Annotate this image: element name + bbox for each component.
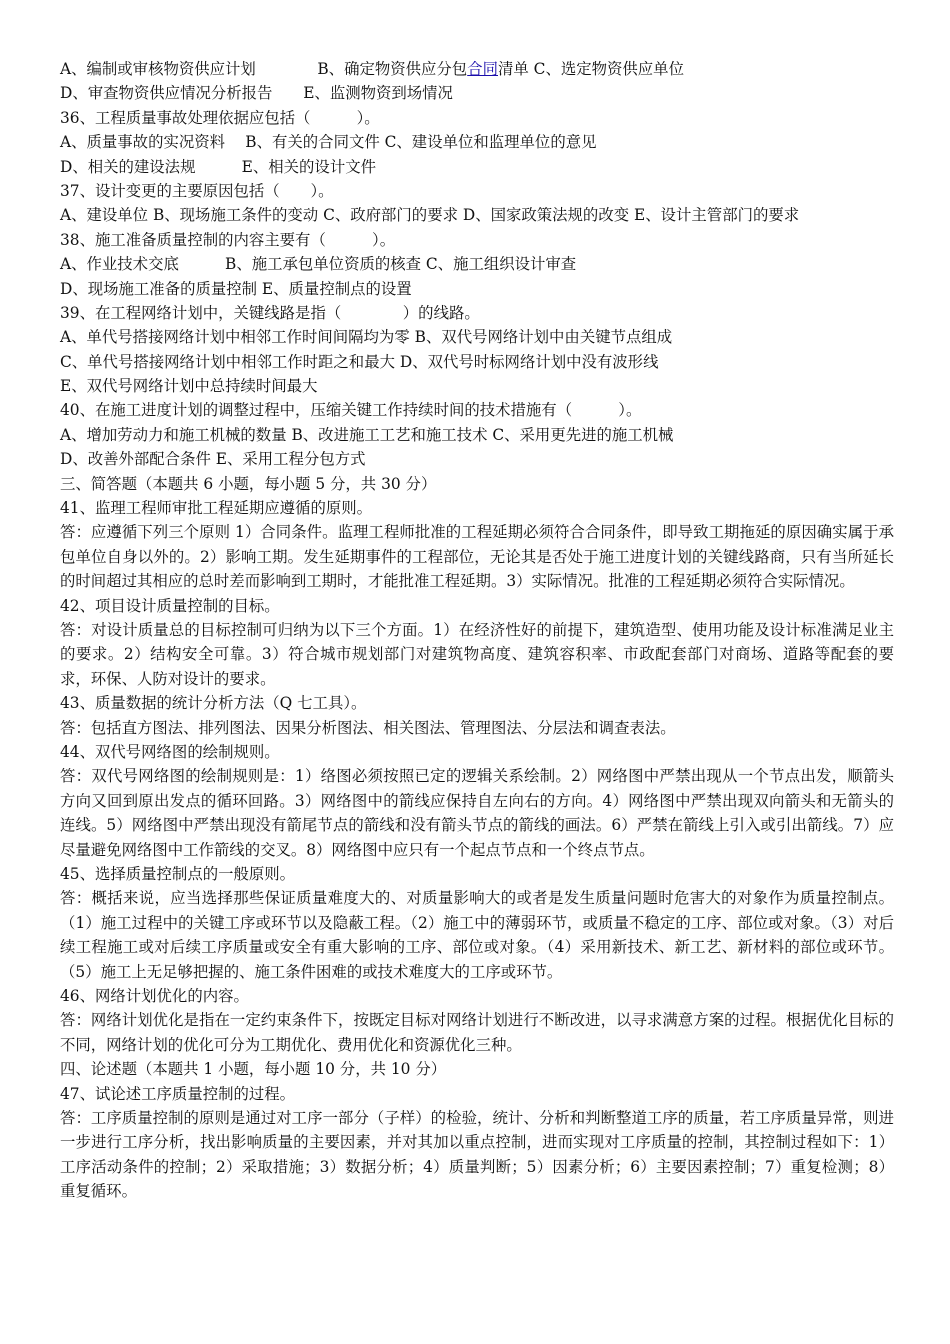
q35-option-text: 清单 C、选定物资供应单位 [498, 60, 684, 78]
q37-options-line-1: A、建设单位 B、现场施工条件的变动 C、政府部门的要求 D、国家政策法规的改变 E、设计主管部门的要求 [60, 206, 800, 225]
q40-stem: 40、在施工进度计划的调整过程中，压缩关键工作持续时间的技术措施有（ ）。 [60, 401, 642, 420]
q41-answer: 答：应遵循下列三个原则 1）合同条件。监理工程师批准的工程延期必须符合合同条件，即导致工期拖延的原因确实属于承包单位自身以外的。2）影响工期。发生延期事件的工程部位，无论其是否处于施工进度计划的关键线路商，只有当所延长的时间超过其相应的总时差而影响到工期时，才能批准工程延期。3）实际情况。批准的工程延期必须符合实际情况。 [60, 523, 894, 591]
q38-stem: 38、施工准备质量控制的内容主要有（ ）。 [60, 230, 396, 249]
q39-options-line-2: C、单代号搭接网络计划中相邻工作时距之和最大 D、双代号时标网络计划中没有波形线 [60, 352, 659, 371]
section-4-heading: 四、论述题（本题共 1 小题，每小题 10 分，共 10 分） [60, 1060, 447, 1079]
q43-answer: 答：包括直方图法、排列图法、因果分析图法、相关图法、管理图法、分层法和调查表法。 [60, 718, 676, 737]
q45-question: 45、选择质量控制点的一般原则。 [60, 865, 296, 884]
q39-options-line-3: E、双代号网络计划中总持续时间最大 [60, 377, 318, 396]
q39-options-line-1: A、单代号搭接网络计划中相邻工作时间间隔均为零 B、双代号网络计划中由关键节点组成 [60, 328, 673, 347]
q44-question: 44、双代号网络图的绘制规则。 [60, 743, 280, 762]
q36-stem: 36、工程质量事故处理依据应包括（ ）。 [60, 108, 380, 127]
q35-option-text: A、编制或审核物资供应计划 B、确定物资供应分包 [60, 60, 468, 78]
section-3-heading: 三、简答题（本题共 6 小题，每小题 5 分，共 30 分） [60, 474, 437, 493]
q46-question: 46、网络计划优化的内容。 [60, 987, 249, 1006]
q38-options-line-2: D、现场施工准备的质量控制 E、质量控制点的设置 [60, 279, 412, 298]
q43-question: 43、质量数据的统计分析方法（Q 七工具）。 [60, 694, 367, 713]
q40-options-line-1: A、增加劳动力和施工机械的数量 B、改进施工工艺和施工技术 C、采用更先进的施工机械 [60, 425, 674, 444]
q47-question: 47、试论述工序质量控制的过程。 [60, 1084, 296, 1103]
q44-answer: 答：双代号网络图的绘制规则是：1）络图必须按照已定的逻辑关系绘制。2）网络图中严禁出现从一个节点出发，顺箭头方向又回到原出发点的循环回路。3）网络图中的箭线应保持自左向右的方向。4）网络图中严禁出现双向箭头和无箭头的连线。5）网络图中严禁出现没有箭尾节点的箭线和没有箭头节点的箭线的画法。6）严禁在箭线上引入或引出箭线。7）应尽量避免网络图中工作箭线的交叉。8）网络图中应只有一个起点节点和一个终点节点。 [60, 767, 894, 859]
document-page [60, 57, 894, 1204]
q36-options-line-2: D、相关的建设法规 E、相关的设计文件 [60, 157, 376, 176]
q42-answer: 答：对设计质量总的目标控制可归纳为以下三个方面。1）在经济性好的前提下，建筑造型、使用功能及设计标准满足业主的要求。2）结构安全可靠。3）符合城市规划部门对建筑物高度、建筑容积率、市政配套部门对商场、道路等配套的要求，环保、人防对设计的要求。 [60, 621, 894, 688]
q38-options-line-1: A、作业技术交底 B、施工承包单位资质的核查 C、施工组织设计审查 [60, 255, 577, 274]
q46-answer: 答：网络计划优化是指在一定约束条件下，按既定目标对网络计划进行不断改进，以寻求满意方案的过程。根据优化目标的不同，网络计划的优化可分为工期优化、费用优化和资源优化三种。 [60, 1011, 894, 1054]
q35-options-line-1 [60, 57, 894, 81]
contract-link[interactable]: 合同 [467, 60, 498, 78]
q37-stem: 37、设计变更的主要原因包括（ ）。 [60, 181, 334, 200]
q47-answer: 答：工序质量控制的原则是通过对工序一部分（子样）的检验，统计、分析和判断整道工序的质量，若工序质量异常，则进一步进行工序分析，找出影响质量的主要因素，并对其加以重点控制，进而实现对工序质量的控制，其控制过程如下：1）工序活动条件的控制；2）采取措施；3）数据分析；4）质量判断；5）因素分析；6）主要因素控制；7）重复检测；8）重复循环。 [60, 1109, 894, 1201]
q36-options-line-1: A、质量事故的实况资料 B、有关的合同文件 C、建设单位和监理单位的意见 [60, 133, 597, 152]
q39-stem: 39、在工程网络计划中，关键线路是指（ ）的线路。 [60, 303, 480, 322]
q40-options-line-2: D、改善外部配合条件 E、采用工程分包方式 [60, 450, 366, 469]
q35-options-line-2: D、审查物资供应情况分析报告 E、监测物资到场情况 [60, 84, 453, 103]
q41-question: 41、监理工程师审批工程延期应遵循的原则。 [60, 499, 373, 518]
q42-question: 42、项目设计质量控制的目标。 [60, 596, 280, 615]
q45-answer: 答：概括来说，应当选择那些保证质量难度大的、对质量影响大的或者是发生质量问题时危害大的对象作为质量控制点。（1）施工过程中的关键工序或环节以及隐蔽工程。（2）施工中的薄弱环节，或质量不稳定的工序、部位或对象。（3）对后续工程施工或对后续工序质量或安全有重大影响的工序、部位或对象。（4）采用新技术、新工艺、新材料的部位或环节。（5）施工上无足够把握的、施工条件困难的或技术难度大的工序或环节。 [60, 889, 894, 981]
